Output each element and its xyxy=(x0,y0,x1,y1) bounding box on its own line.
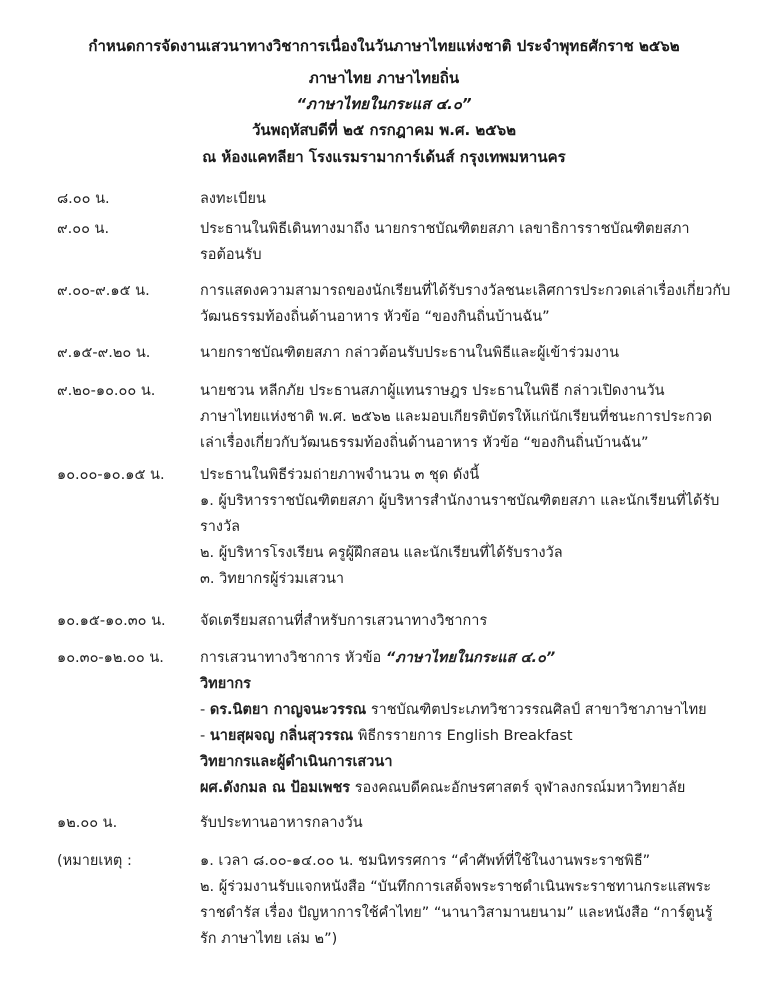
description-line: รอต้อนรับ xyxy=(200,247,262,263)
description-line: การแสดงความสามารถของนักเรียนที่ได้รับรางวัลชนะเลิศการประกวดเล่าเรื่องเกี่ยวกับ xyxy=(200,283,731,299)
schedule-description xyxy=(200,608,740,634)
note-line: รัก ภาษาไทย เล่ม ๒”) xyxy=(200,931,338,947)
note-line: ๑. เวลา ๘.๐๐-๑๔.๐๐ น. ชมนิทรรศการ “คำศัพท์ที่ใช้ในงานพระราชพิธี” xyxy=(200,853,651,869)
description-line: ประธานในพิธีร่วมถ่ายภาพจำนวน ๓ ชุด ดังนี้ xyxy=(200,467,480,483)
speaker-entry xyxy=(200,697,740,723)
schedule-description xyxy=(200,186,740,212)
description-line: ประธานในพิธีเดินทางมาถึง นายกราชบัณฑิตยสภา เลขาธิการราชบัณฑิตยสภา xyxy=(200,221,690,237)
moderator-role: รองคณบดีคณะอักษรศาสตร์ จุฬาลงกรณ์มหาวิทยาลัย xyxy=(350,780,686,796)
schedule-time: ๑๐.๑๕-๑๐.๓๐ น. xyxy=(57,613,166,629)
list-dash: - xyxy=(200,702,210,718)
list-dash: - xyxy=(200,728,210,744)
schedule-time: ๙.๑๕-๙.๒๐ น. xyxy=(57,345,151,361)
schedule-time: ๑๐.๓๐-๑๒.๐๐ น. xyxy=(57,650,164,666)
description-line: เล่าเรื่องเกี่ยวกับวัฒนธรรมท้องถิ่นด้านอาหาร หัวข้อ “ของกินถิ่นบ้านฉัน” xyxy=(200,435,649,451)
description-line: รับประทานอาหารกลางวัน xyxy=(200,815,363,831)
event-date: วันพฤหัสบดีที่ ๒๕ กรกฎาคม พ.ศ. ๒๕๖๒ xyxy=(251,121,517,139)
schedule-description xyxy=(200,340,740,366)
speaker-role: ราชบัณฑิตประเภทวิชาวรรณศิลป์ สาขาวิชาภาษาไทย xyxy=(366,702,707,718)
panel-topic-line xyxy=(200,645,740,671)
document-subtitle: ภาษาไทย ภาษาไทยถิ่น xyxy=(308,69,460,87)
description-line: วัฒนธรรมท้องถิ่นด้านอาหาร หัวข้อ “ของกินถิ่นบ้านฉัน” xyxy=(200,309,550,325)
note-line: ราชดำรัส เรื่อง ปัญหาการใช้คำไทย” “นานาวิสามานยนาม” และหนังสือ “การ์ตูนรู้ xyxy=(200,905,713,921)
schedule-time: ๙.๒๐-๑๐.๐๐ น. xyxy=(57,383,156,399)
moderator-entry xyxy=(200,775,740,801)
description-line: จัดเตรียมสถานที่สำหรับการเสวนาทางวิชาการ xyxy=(200,613,488,629)
schedule-description xyxy=(200,462,740,592)
topic-prefix: การเสวนาทางวิชาการ หัวข้อ xyxy=(200,650,386,666)
description-line: ลงทะเบียน xyxy=(200,191,266,207)
schedule-description xyxy=(200,645,740,801)
schedule-time: ๙.๐๐ น. xyxy=(57,221,110,237)
panel-topic: “ภาษาไทยในกระแส ๔.๐” xyxy=(385,650,556,666)
schedule-time: ๑๐.๐๐-๑๐.๑๕ น. xyxy=(57,467,165,483)
speaker-entry xyxy=(200,723,740,749)
document-title: กำหนดการจัดงานเสวนาทางวิชาการเนื่องในวันภาษาไทยแห่งชาติ ประจำพุทธศักราช ๒๕๖๒ xyxy=(88,37,680,55)
note-line: ๒. ผู้ร่วมงานรับแจกหนังสือ “บันทึกการเสด็จพระราชดำเนินพระราชทานกระแสพระ xyxy=(200,879,712,895)
notes-label: (หมายเหตุ : xyxy=(57,853,132,869)
description-line: ๒. ผู้บริหารโรงเรียน ครูผู้ฝึกสอน และนักเรียนที่ได้รับรางวัล xyxy=(200,545,563,561)
schedule-description xyxy=(200,378,740,456)
description-line: นายชวน หลีกภัย ประธานสภาผู้แทนราษฎร ประธานในพิธี กล่าวเปิดงานวัน xyxy=(200,383,665,399)
description-line: ๓. วิทยากรผู้ร่วมเสวนา xyxy=(200,571,345,587)
description-line: ภาษาไทยแห่งชาติ พ.ศ. ๒๕๖๒ และมอบเกียรติบัตรให้แก่นักเรียนที่ชนะการประกวด xyxy=(200,409,713,425)
notes-body xyxy=(200,848,740,952)
speaker-name: ดร.นิตยา กาญจนะวรรณ xyxy=(209,702,367,718)
event-venue: ณ ห้องแคทลียา โรงแรมรามาการ์เด้นส์ กรุงเทพมหานคร xyxy=(202,148,566,166)
moderator-heading: วิทยากรและผู้ดำเนินการเสวนา xyxy=(200,754,393,770)
schedule-time: ๘.๐๐ น. xyxy=(57,191,110,207)
schedule-description xyxy=(200,278,740,330)
description-line: นายกราชบัณฑิตยสภา กล่าวต้อนรับประธานในพิธีและผู้เข้าร่วมงาน xyxy=(200,345,620,361)
speaker-role: พิธีกรรายการ English Breakfast xyxy=(353,728,573,744)
schedule-time: ๑๒.๐๐ น. xyxy=(57,815,118,831)
description-line: ๑. ผู้บริหารราชบัณฑิตยสภา ผู้บริหารสำนักงานราชบัณฑิตยสภา และนักเรียนที่ได้รับ xyxy=(200,493,720,509)
event-theme: “ภาษาไทยในกระแส ๔.๐” xyxy=(296,95,472,113)
schedule-description xyxy=(200,216,740,268)
description-line: รางวัล xyxy=(200,519,241,535)
schedule-time: ๙.๐๐-๙.๑๕ น. xyxy=(57,283,150,299)
schedule-description xyxy=(200,810,740,836)
speakers-heading: วิทยากร xyxy=(200,676,251,692)
moderator-name: ผศ.ดังกมล ณ ป้อมเพชร xyxy=(200,780,351,796)
speaker-name: นายสุผจญ กลิ่นสุวรรณ xyxy=(209,728,354,744)
